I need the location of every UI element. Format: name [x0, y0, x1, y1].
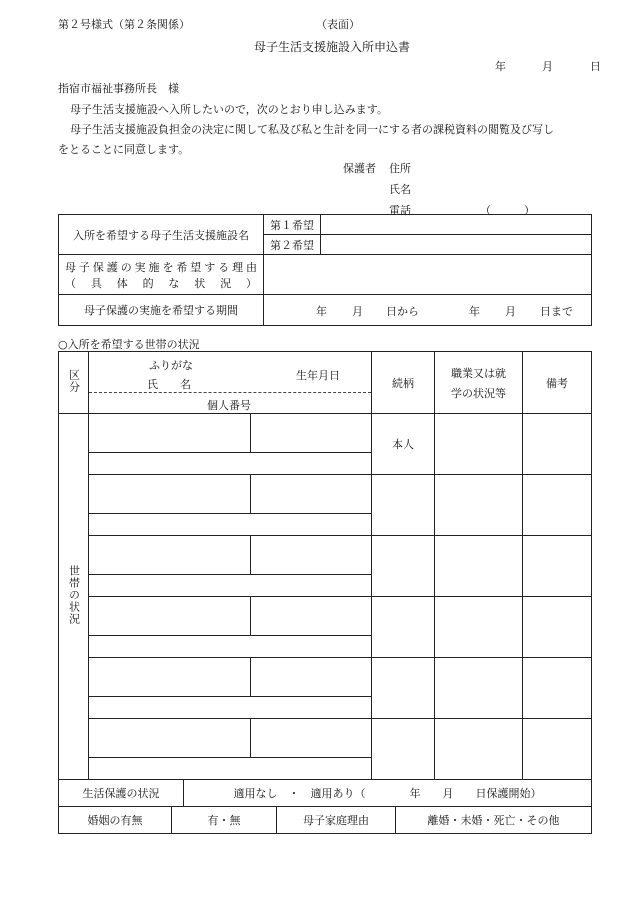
reason-label-line1: 母子保護の実施を希望する理由	[65, 260, 257, 274]
member-row-6-job[interactable]	[435, 719, 523, 780]
member-row-1-relation[interactable]	[372, 414, 435, 475]
header-name: 氏 名	[147, 378, 191, 391]
header-remarks	[523, 352, 592, 414]
header-category	[59, 352, 89, 414]
member-row-3-remarks[interactable]	[523, 536, 592, 597]
member-row-1-job[interactable]	[435, 414, 523, 475]
marriage-table	[58, 806, 592, 834]
household-side-label: 世帯の状況	[67, 565, 81, 625]
period-year2: 年	[469, 305, 480, 318]
period-year1: 年	[316, 305, 327, 318]
guardian-phone-paren: （ ）	[480, 204, 535, 217]
member-row-2-remarks[interactable]	[523, 475, 592, 536]
member-row-4-job[interactable]	[435, 597, 523, 658]
choice1-label-cell	[264, 215, 321, 235]
member-row-4[interactable]	[89, 597, 372, 658]
form-side: （表面）	[316, 18, 360, 31]
welfare-value-cell[interactable]	[184, 780, 592, 807]
single-parent-reason-value-cell[interactable]	[396, 807, 592, 834]
header-relation	[372, 352, 435, 414]
member-row-1[interactable]	[89, 414, 372, 475]
header-divider	[89, 392, 371, 393]
application-statement: 母子生活支援施設へ入所したいので，次のとおり申し込みます。	[70, 103, 388, 116]
single-parent-reason-label-cell	[277, 807, 396, 834]
date-day-label: 日	[590, 60, 601, 73]
facility-table	[58, 214, 592, 326]
member-row-6-relation[interactable]	[372, 719, 435, 780]
welfare-value: 適用なし ・ 適用あり（ 年 月 日保護開始）	[233, 787, 542, 800]
header-category-label: 区分	[67, 369, 81, 393]
header-mynumber: 個人番号	[207, 399, 251, 412]
facility-label: 入所を希望する母子生活支援施設名	[73, 228, 249, 242]
header-job-line1: 職業又は就	[451, 366, 506, 380]
period-input[interactable]	[264, 295, 592, 326]
guardian-phone-label: 電話	[389, 204, 411, 217]
header-furigana: ふりがな	[149, 359, 193, 372]
member-row-3-relation[interactable]	[372, 536, 435, 597]
date-year-label: 年	[495, 60, 506, 73]
header-remarks-label: 備考	[546, 376, 568, 390]
addressee: 指宿市福祉事務所長 様	[58, 82, 179, 95]
member-row-3-job[interactable]	[435, 536, 523, 597]
reason-label-line2: （具体的な状況）	[65, 276, 257, 290]
guardian-name-label: 氏名	[389, 183, 411, 196]
header-person	[89, 352, 372, 414]
welfare-table	[58, 779, 592, 807]
choice1-input[interactable]	[321, 215, 592, 235]
header-job	[435, 352, 523, 414]
facility-label-cell	[59, 215, 264, 255]
choice2-label-cell	[264, 235, 321, 255]
period-month2: 月	[505, 305, 516, 318]
header-relation-label: 続柄	[392, 376, 414, 390]
marriage-value: 有・無	[207, 814, 241, 827]
period-label: 母子保護の実施を希望する期間	[84, 304, 238, 317]
member-row-5-job[interactable]	[435, 658, 523, 719]
welfare-label-cell	[59, 780, 184, 807]
single-parent-reason-value: 離婚・未婚・死亡・その他	[427, 814, 560, 827]
member-row-2-relation[interactable]	[372, 475, 435, 536]
welfare-label: 生活保護の状況	[82, 787, 160, 800]
period-from: 日から	[386, 305, 419, 318]
household-heading: ○入所を希望する世帯の状況	[58, 338, 200, 351]
form-number: 第２号様式（第２条関係）	[58, 18, 190, 31]
choice2-input[interactable]	[321, 235, 592, 255]
member-row-2-job[interactable]	[435, 475, 523, 536]
member-row-6-remarks[interactable]	[523, 719, 592, 780]
period-label-cell	[59, 295, 264, 326]
marriage-label-cell	[59, 807, 172, 834]
member-row-6[interactable]	[89, 719, 372, 780]
member-row-2[interactable]	[89, 475, 372, 536]
member-row-5-relation[interactable]	[372, 658, 435, 719]
marriage-value-cell[interactable]	[172, 807, 277, 834]
self-label: 本人	[392, 438, 414, 451]
member-row-4-remarks[interactable]	[523, 597, 592, 658]
reason-label-cell	[59, 255, 264, 295]
member-row-4-relation[interactable]	[372, 597, 435, 658]
guardian-label: 保護者	[343, 162, 376, 175]
member-row-5-remarks[interactable]	[523, 658, 592, 719]
period-to: 日まで	[540, 305, 573, 318]
member-row-1-remarks[interactable]	[523, 414, 592, 475]
choice2-label: 第２希望	[270, 238, 314, 252]
period-month1: 月	[352, 305, 363, 318]
date-month-label: 月	[542, 60, 553, 73]
household-table	[58, 351, 592, 780]
guardian-address-label: 住所	[389, 162, 411, 175]
marriage-label: 婚姻の有無	[87, 814, 143, 827]
header-job-line2: 学の状況等	[451, 386, 506, 400]
member-row-3[interactable]	[89, 536, 372, 597]
choice1-label: 第１希望	[270, 218, 314, 232]
member-row-5[interactable]	[89, 658, 372, 719]
header-birth: 生年月日	[296, 369, 340, 382]
consent-statement-line2: をとることに同意します。	[58, 143, 190, 156]
household-side-label-cell	[59, 414, 89, 780]
consent-statement-line1: 母子生活支援施設負担金の決定に関して私及び私と生計を同一にする者の課税資料の閲覧及び写し	[70, 123, 554, 136]
single-parent-reason-label: 母子家庭理由	[303, 814, 369, 827]
page-title: 母子生活支援施設入所申込書	[254, 40, 411, 54]
reason-input[interactable]	[264, 255, 592, 295]
